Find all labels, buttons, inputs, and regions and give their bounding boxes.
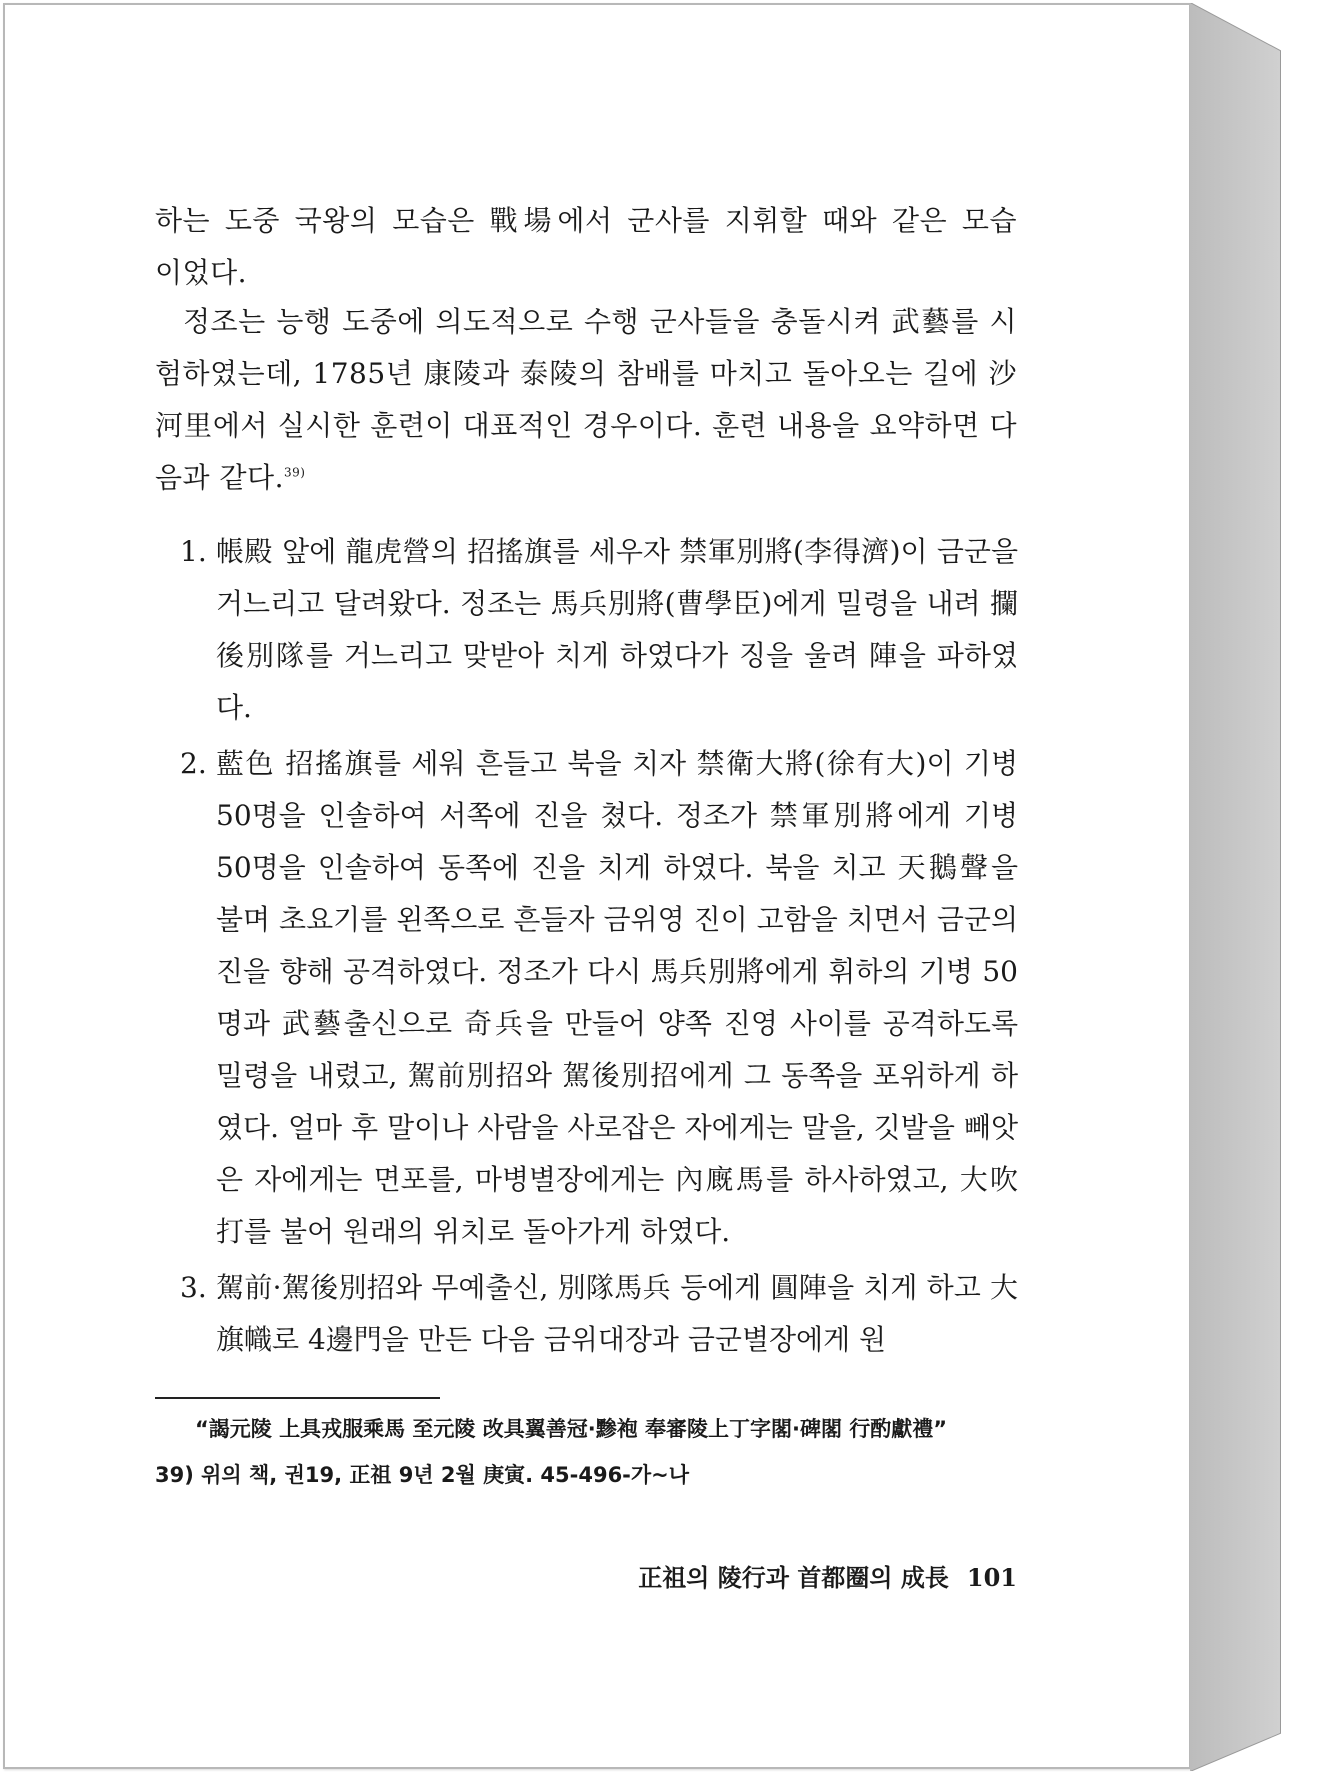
book-edge: [1190, 3, 1320, 1771]
list-item-text: 帳殿 앞에 龍虎營의 招搖旗를 세우자 禁軍別將(李得濟)이 금군을 거느리고 달려왔다. 정조는 馬兵別將(曹學臣)에게 밀령을 내려 攔後別隊를 거느리고 맞받아 치게 하였다가 징을 울려 陣을 파하였다.: [216, 535, 1018, 724]
footnote-ref-39: 39): [284, 465, 306, 480]
paragraph-2-text: 정조는 능행 도중에 의도적으로 수행 군사들을 충돌시켜 武藝를 시험하였는데, 1785년 康陵과 泰陵의 참배를 마치고 돌아오는 길에 沙河里에서 실시한 훈련이 대표적인 경우이다. 훈련 내용을 요약하면 다음과 같다.: [155, 305, 1017, 494]
list-item-1: [180, 526, 1018, 734]
training-list: [180, 526, 1018, 1370]
running-footer: [155, 1558, 1017, 1593]
paragraph-2: [155, 296, 1017, 504]
intro-paragraph: [155, 195, 1017, 299]
footnotes: [155, 1412, 1017, 1492]
list-item-3: [180, 1262, 1018, 1366]
intro-line-1: 하는 도중 국왕의 모습은 戰場에서 군사를 지휘할 때와 같은 모습: [155, 204, 1017, 237]
list-item-text: 藍色 招搖旗를 세워 흔들고 북을 치자 禁衛大將(徐有大)이 기병 50명을 인솔하여 서쪽에 진을 쳤다. 정조가 禁軍別將에게 기병 50명을 인솔하여 동쪽에 진을 치게 하였다. 북을 치고 天鵝聲을 불며 초요기를 왼쪽으로 흔들자 금위영 진이 고함을 치면서 금군의 진을 향해 공격하였다. 정조가 다시 馬兵別將에게 휘하의 기병 50명과 武藝출신으로 奇兵을 만들어 양쪽 진영 사이를 공격하도록 밀령을 내렸고, 駕前別招와 駕後別招에게 그 동쪽을 포위하게 하였다. 얼마 후 말이나 사람을 사로잡은 자에게는 말을, 깃발을 빼앗은 자에게는 면포를, 마병별장에게는 內廐馬를 하사하였고, 大吹打를 불어 원래의 위치로 돌아가게 하였다.: [216, 747, 1018, 1248]
list-item-2: [180, 738, 1018, 1258]
footnote-divider: [155, 1397, 440, 1399]
footnote-39: 39) 위의 책, 권19, 正祖 9년 2월 庚寅. 45-496-가~나: [155, 1463, 690, 1487]
list-item-text: 駕前·駕後別招와 무예출신, 別隊馬兵 등에게 圓陣을 치게 하고 大旗幟로 4邊門을 만든 다음 금위대장과 금군별장에게 원: [216, 1271, 1018, 1356]
intro-line-2: 이었다.: [155, 256, 248, 289]
footnote-quote: “謁元陵 上具戎服乘馬 至元陵 改具翼善冠·黪袍 奉審陵上丁字閣·碑閣 行酌獻禮”: [195, 1417, 948, 1441]
running-title: 正祖의 陵行과 首都圈의 成長: [638, 1564, 949, 1592]
list-item-number: 2.: [180, 747, 207, 780]
page-number: 101: [966, 1563, 1017, 1592]
list-item-number: 3.: [180, 1271, 207, 1304]
list-item-number: 1.: [180, 535, 207, 568]
